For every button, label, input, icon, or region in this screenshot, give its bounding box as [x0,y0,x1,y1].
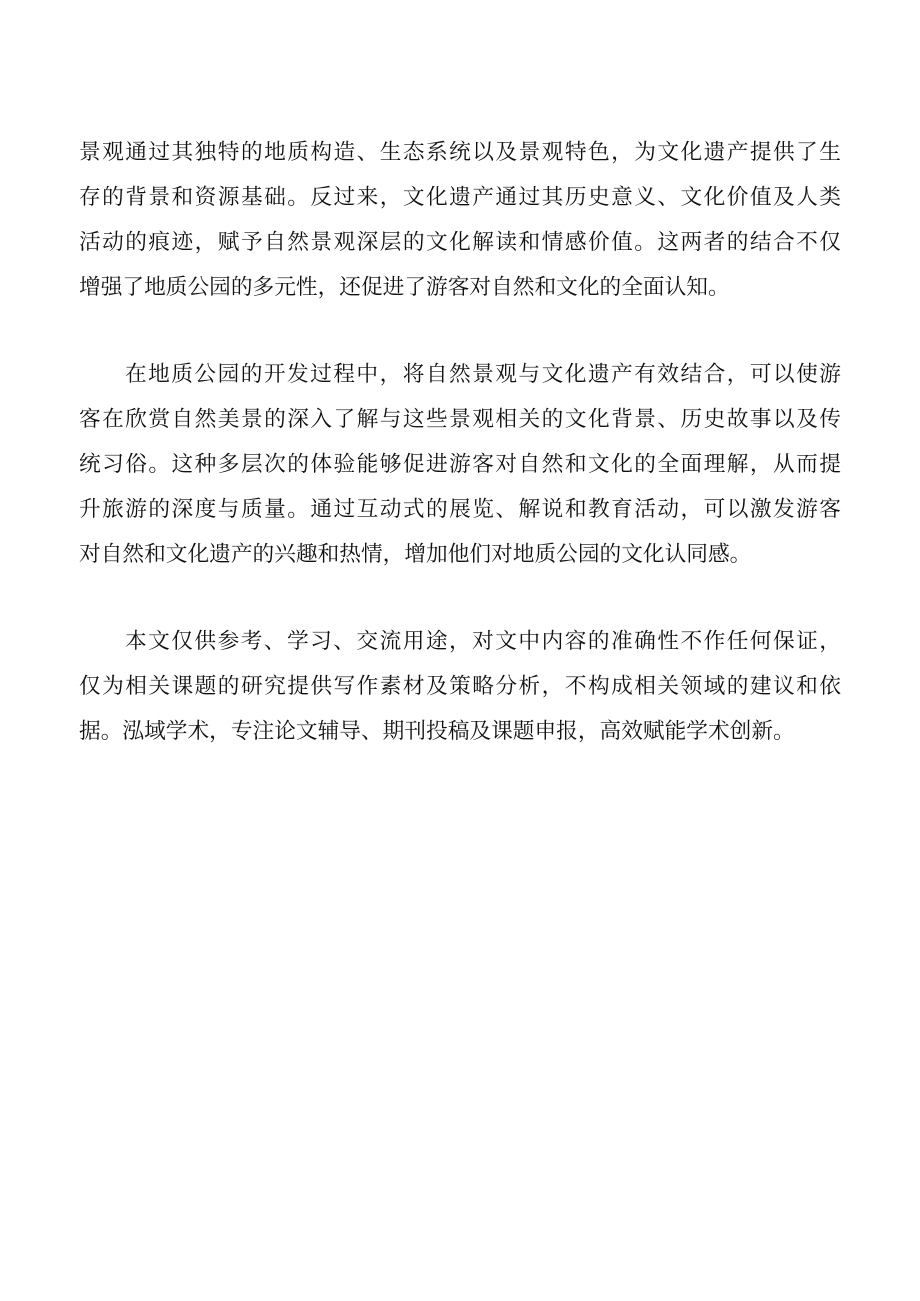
paragraph-landscape-heritage [79,130,841,310]
text-line: 存的背景和资源基础。反过来，文化遗产通过其历史意义、文化价值及人类 [79,185,841,210]
paragraph-geopark-development [79,352,841,577]
text-line: 对自然和文化遗产的兴趣和热情，增加他们对地质公园的文化认同感。 [79,542,752,567]
text-line: 景观通过其独特的地质构造、生态系统以及景观特色，为文化遗产提供了生 [79,140,841,165]
text-line: 增强了地质公园的多元性，还促进了游客对自然和文化的全面认知。 [79,275,730,300]
text-line: 活动的痕迹，赋予自然景观深层的文化解读和情感价值。这两者的结合不仅 [79,230,841,255]
paragraph-disclaimer [79,619,841,754]
text-line: 仅为相关课题的研究提供写作素材及策略分析，不构成相关领域的建议和依 [79,674,841,699]
text-line: 据。泓域学术，专注论文辅导、期刊投稿及课题申报，高效赋能学术创新。 [79,719,795,744]
text-line: 客在欣赏自然美景的深入了解与这些景观相关的文化背景、历史故事以及传 [79,407,841,432]
text-line: 升旅游的深度与质量。通过互动式的展览、解说和教育活动，可以激发游客 [79,497,841,522]
text-line: 在地质公园的开发过程中，将自然景观与文化遗产有效结合，可以使游 [125,362,841,387]
text-line: 统习俗。这种多层次的体验能够促进游客对自然和文化的全面理解，从而提 [79,452,841,477]
text-line: 本文仅供参考、学习、交流用途，对文中内容的准确性不作任何保证， [125,629,841,654]
